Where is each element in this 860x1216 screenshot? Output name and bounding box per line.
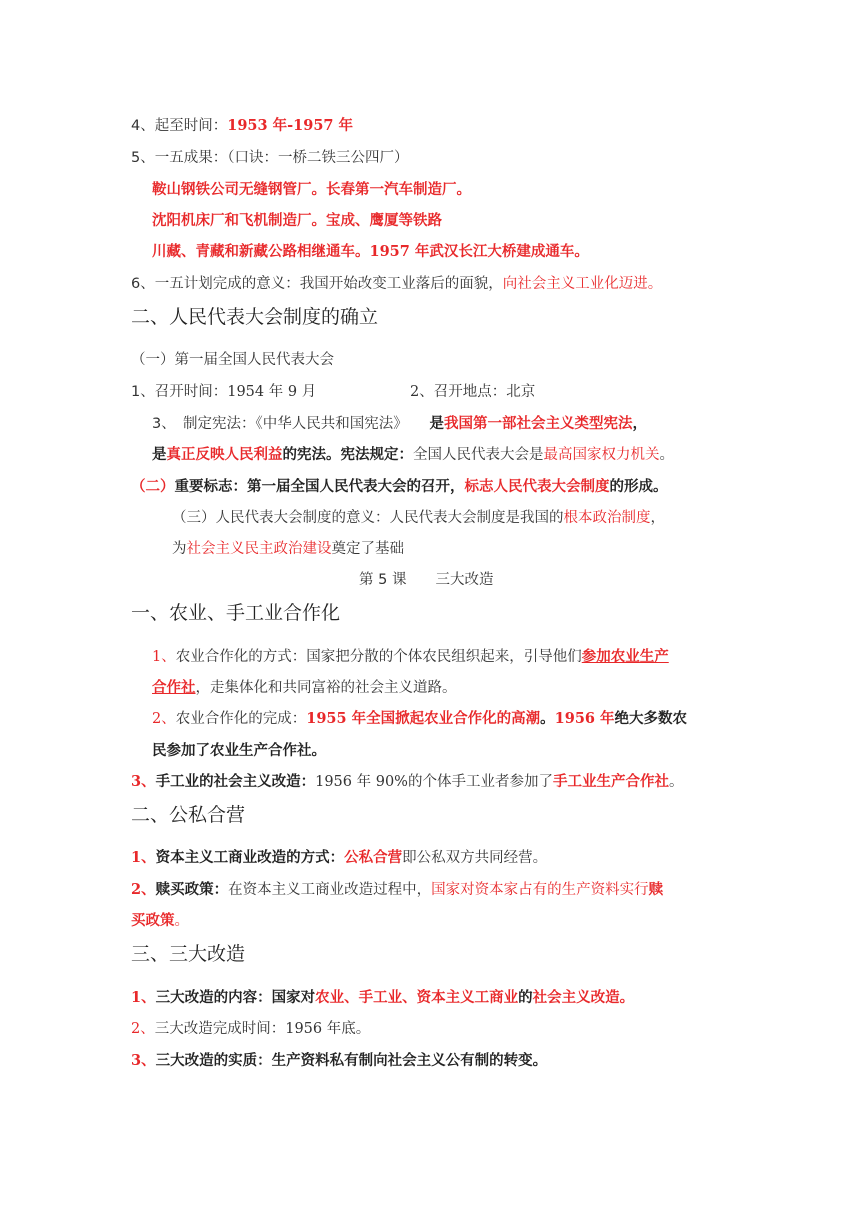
section-heading-npc: 二、人民代表大会制度的确立 xyxy=(131,306,379,328)
significance-text: 人民代表大会制度是我国的 xyxy=(389,510,564,526)
agri-method-2-text: ，走集体化和共同富裕的社会主义道路。 xyxy=(195,680,457,696)
item-6-text: 我国开始改变工业落后的面貌， xyxy=(299,276,503,292)
constitution-2-text: 全国人民代表大会是 xyxy=(413,447,544,463)
constitution-2-mid: 的宪法。宪法规定： xyxy=(282,446,413,463)
capitalist-method-line xyxy=(131,848,860,868)
content-line xyxy=(131,988,860,1008)
item-6-line xyxy=(131,274,860,294)
redemption-2-end: 。 xyxy=(174,913,189,929)
section-heading-joint-ownership: 二、公私合营 xyxy=(131,804,246,826)
handicraft-label: 手工业的社会主义改造： xyxy=(155,773,316,790)
item-4-line xyxy=(131,116,860,136)
agri-complete-end: 绝大多数农 xyxy=(614,710,688,727)
agri-method-red: 参加农业生产 xyxy=(581,648,669,665)
agri-method-line-1 xyxy=(152,647,860,667)
significance-comma: ， xyxy=(650,510,665,526)
npc-place-group xyxy=(410,382,535,402)
constitution-2-end: 。 xyxy=(659,447,674,463)
item-4-value: 1953 年-1957 年 xyxy=(227,117,354,134)
result-line-1: 鞍山钢铁公司无缝钢管厂。长春第一汽车制造厂。 xyxy=(152,181,471,198)
handicraft-text: 1956 年 90%的个体手工业者参加了 xyxy=(315,774,553,790)
agri-method-2-red: 合作社 xyxy=(152,679,196,696)
sign-line xyxy=(131,477,860,497)
significance-line-1 xyxy=(172,508,860,528)
result-line-3: 川藏、青藏和新藏公路相继通车。1957 年武汉长江大桥建成通车。 xyxy=(152,243,589,260)
constitution-line-2 xyxy=(152,445,860,465)
item-4-label: 4、起至时间： xyxy=(131,118,228,134)
npc-place-label: 2、召开地点： xyxy=(410,384,507,400)
content-mid: 的 xyxy=(518,989,533,1006)
item-5-line: 5、一五成果：（口诀：一桥二铁三公四厂） xyxy=(131,150,409,166)
sign-label: 重要标志：第一届全国人民代表大会的召开， xyxy=(174,478,465,495)
essence-line xyxy=(131,1051,860,1071)
significance-label: （三）人民代表大会制度的意义： xyxy=(172,510,390,526)
completion-num: 2、 xyxy=(131,1021,155,1037)
agri-method-line-2 xyxy=(152,678,860,698)
constitution-red: 我国第一部社会主义类型宪法 xyxy=(443,415,633,432)
item-6-red: 向社会主义工业化迈进。 xyxy=(502,276,663,292)
significance-2-red: 社会主义民主政治建设 xyxy=(186,541,332,557)
sign-end: 的形成。 xyxy=(609,478,668,495)
agri-complete-label: 农业合作化的完成： xyxy=(175,711,307,727)
content-label: 三大改造的内容：国家对 xyxy=(155,989,316,1006)
significance-2-pre: 为 xyxy=(172,541,187,557)
handicraft-num: 3、 xyxy=(131,773,156,790)
agri-complete-line-2: 民参加了农业生产合作社。 xyxy=(152,742,326,759)
content-red2: 社会主义改造。 xyxy=(532,989,635,1006)
redemption-line-2 xyxy=(131,911,860,931)
redemption-text: 在资本主义工商业改造过程中， xyxy=(228,882,432,898)
constitution-2-red2: 最高国家权力机关 xyxy=(543,447,660,463)
sign-num: （二） xyxy=(131,478,175,495)
capitalist-num: 1、 xyxy=(131,849,156,866)
agri-complete-line-1 xyxy=(152,709,860,729)
result-line-2: 沈阳机床厂和飞机制造厂。宝成、鹰厦等铁路 xyxy=(152,212,442,229)
constitution-comma: ， xyxy=(632,415,647,432)
item-6-label: 6、一五计划完成的意义： xyxy=(131,276,300,292)
agri-complete-num: 2、 xyxy=(152,711,176,727)
npc-place-value: 北京 xyxy=(506,384,536,400)
redemption-red-bold: 赎 xyxy=(648,881,664,898)
agri-complete-red2: 1956 年 xyxy=(554,710,615,727)
section-heading-cooperation: 一、农业、手工业合作化 xyxy=(131,602,341,624)
essence-label: 三大改造的实质：生产资料私有制向社会主义公有制的转变。 xyxy=(155,1052,548,1069)
agri-method-num: 1、 xyxy=(152,649,176,665)
completion-text: 1956 年底。 xyxy=(285,1021,371,1037)
npc-time-place-line xyxy=(131,382,860,402)
handicraft-red: 手工业生产合作社 xyxy=(552,773,669,790)
essence-num: 3、 xyxy=(131,1052,156,1069)
npc-time-label: 1、召开时间： xyxy=(131,384,228,400)
agri-complete-mid: 。 xyxy=(540,710,555,727)
constitution-2-red: 真正反映人民利益 xyxy=(166,446,283,463)
redemption-label: 赎买政策： xyxy=(155,881,229,898)
constitution-line-1 xyxy=(152,414,860,434)
subheading-first-npc: （一）第一届全国人民代表大会 xyxy=(131,352,334,368)
capitalist-red: 公私合营 xyxy=(344,849,403,866)
agri-complete-red: 1955 年全国掀起农业合作化的高潮 xyxy=(306,710,541,727)
content-num: 1、 xyxy=(131,989,156,1006)
completion-label: 三大改造完成时间： xyxy=(154,1021,286,1037)
agri-method-label: 农业合作化的方式： xyxy=(175,649,307,665)
redemption-2-red: 买政策 xyxy=(131,912,175,929)
significance-2-end: 奠定了基础 xyxy=(331,541,404,557)
capitalist-text: 即公私双方共同经营。 xyxy=(402,850,548,866)
section-heading-three-transformations: 三、三大改造 xyxy=(131,943,246,965)
capitalist-label: 资本主义工商业改造的方式： xyxy=(155,849,345,866)
redemption-line-1 xyxy=(131,880,860,900)
significance-red: 根本政治制度 xyxy=(563,510,651,526)
completion-time-line xyxy=(131,1019,860,1039)
lesson-title: 第 5 课 三大改造 xyxy=(359,572,494,588)
content-red: 农业、手工业、资本主义工商业 xyxy=(315,989,519,1006)
constitution-2-pre: 是 xyxy=(152,446,167,463)
redemption-red: 国家对资本家占有的生产资料实行 xyxy=(431,882,649,898)
npc-time-value: 1954 年 9 月 xyxy=(227,384,317,400)
handicraft-line xyxy=(131,772,860,792)
constitution-label: 3、 制定宪法：《中华人民共和国宪法》 xyxy=(152,416,401,432)
significance-line-2 xyxy=(172,539,860,559)
constitution-gap: 是 xyxy=(400,415,444,432)
sign-red: 标志人民代表大会制度 xyxy=(464,478,610,495)
handicraft-end: 。 xyxy=(668,774,684,790)
redemption-num: 2、 xyxy=(131,881,156,898)
agri-method-text: 国家把分散的个体农民组织起来，引导他们 xyxy=(306,649,582,665)
